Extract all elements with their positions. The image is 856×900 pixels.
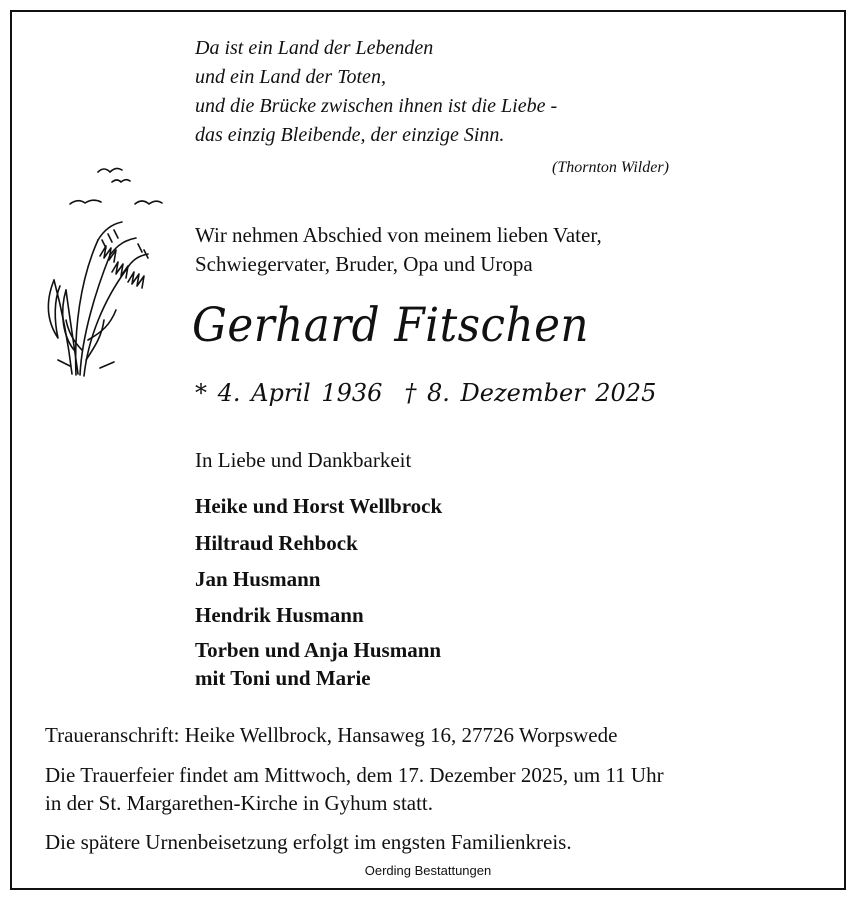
farewell-line: Schwiegervater, Bruder, Opa und Uropa: [195, 252, 533, 276]
mourner-name: mit Toni und Marie: [195, 666, 371, 690]
farewell-line: Wir nehmen Abschied von meinem lieben Vater,: [195, 223, 602, 247]
mourner-name: Hiltraud Rehbock: [195, 531, 358, 555]
mourner-name: Heike und Horst Wellbrock: [195, 494, 443, 518]
poem-line: und ein Land der Toten,: [195, 66, 386, 88]
mourner-name: Torben und Anja Husmann: [195, 638, 442, 662]
funeral-home-credit: Oerding Bestattungen: [364, 863, 492, 878]
poem-line: Da ist ein Land der Lebenden: [195, 37, 434, 59]
poem: [195, 34, 557, 150]
service-info-line: Die Trauerfeier findet am Mittwoch, dem 17. Dezember 2025, um 11 Uhr: [45, 763, 664, 787]
death-date: † 8. Dezember 2025: [404, 379, 657, 407]
birth-date: * 4. April 1936: [195, 379, 383, 407]
grass-birds-icon: [40, 160, 170, 395]
life-dates: [195, 379, 656, 407]
poem-line: und die Brücke zwischen ihnen ist die Liebe -: [195, 95, 558, 117]
deceased-name: Gerhard Fitschen: [192, 298, 590, 353]
poem-author: (Thornton Wilder): [552, 159, 669, 176]
mourner-name: Hendrik Husmann: [195, 603, 364, 627]
mourning-address: Traueranschrift: Heike Wellbrock, Hansaweg 16, 27726 Worpswede: [45, 723, 618, 747]
mourner-name: Jan Husmann: [195, 567, 321, 591]
burial-info: Die spätere Urnenbeisetzung erfolgt im engsten Familienkreis.: [45, 830, 572, 854]
closing-text: In Liebe und Dankbarkeit: [195, 448, 412, 472]
poem-line: das einzig Bleibende, der einzige Sinn.: [195, 124, 505, 146]
service-info-line: in der St. Margarethen-Kirche in Gyhum statt.: [45, 791, 434, 815]
farewell-text: [195, 221, 602, 279]
